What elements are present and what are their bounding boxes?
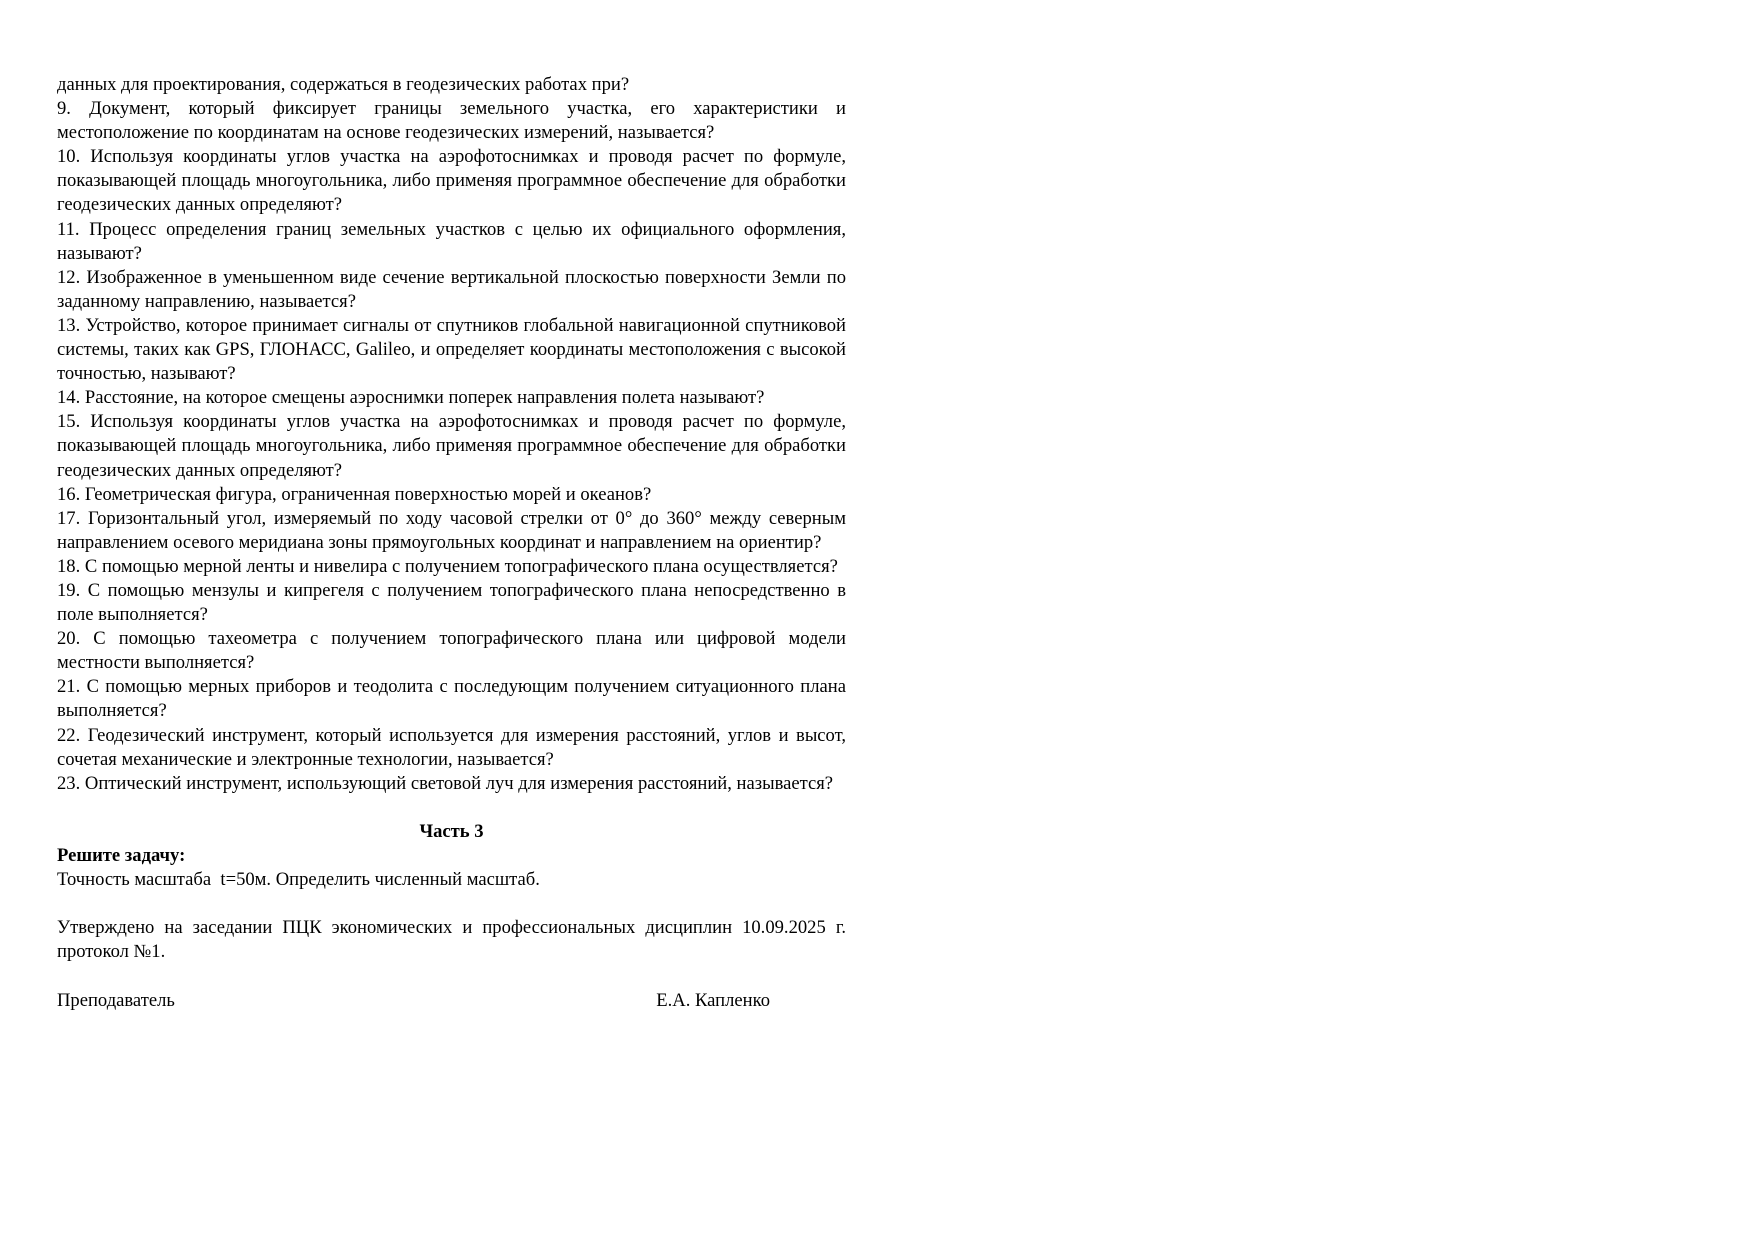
question-item-15: 15. Используя координаты углов участка на аэрофотоснимках и проводя расчет по формуле, показывающей площадь многоугольника, либо применяя программное обеспечение для обработки геодезических данных определяют? (57, 411, 846, 481)
question-item-22: 22. Геодезический инструмент, который используется для измерения расстояний, углов и высот, сочетая механические и электронные технологии, называется? (57, 724, 846, 770)
task-text: Точность масштаба t=50м. Определить численный масштаб. (57, 869, 540, 891)
question-item-16: 16. Геометрическая фигура, ограниченная поверхностью морей и океанов? (57, 483, 652, 505)
question-item-12: 12. Изображенное в уменьшенном виде сечение вертикальной плоскостью поверхности Земли по заданному направлению, называется? (57, 266, 846, 312)
task-label: Решите задачу: (57, 845, 186, 866)
blank-line (57, 796, 846, 820)
question-item-11: 11. Процесс определения границ земельных участков с целью их официального оформления, называют? (57, 218, 846, 264)
question-item-21: 21. С помощью мерных приборов и теодолита с последующим получением ситуационного плана выполняется? (57, 676, 846, 722)
question-item-17: 17. Горизонтальный угол, измеряемый по ходу часовой стрелки от 0° до 360° между северным направлением осевого меридиана зоны прямоугольных координат и направлением на ориентир? (57, 507, 846, 553)
blank-line (57, 892, 846, 916)
blank-line (57, 964, 846, 988)
question-item-14: 14. Расстояние, на которое смещены аэроснимки поперек направления полета называют? (57, 387, 765, 409)
question-item-10: 10. Используя координаты углов участка на аэрофотоснимках и проводя расчет по формуле, показывающей площадь многоугольника, либо применяя программное обеспечение для обработки геодезических данных определяют? (57, 146, 846, 216)
part3-heading: Часть 3 (419, 820, 484, 842)
signature-row (57, 989, 846, 1013)
question-item-9: 9. Документ, который фиксирует границы земельного участка, его характеристики и местоположение по координатам на основе геодезических измерений, называется? (57, 98, 846, 144)
question-item-19: 19. С помощью мензулы и кипрегеля с получением топографического плана непосредственно в поле выполняется? (57, 579, 846, 626)
signature-name: Е.А. Капленко (656, 989, 770, 1011)
question-item-23: 23. Оптический инструмент, использующий световой луч для измерения расстояний, называется? (57, 772, 834, 794)
question-continuation: данных для проектирования, содержаться в геодезических работах при? (57, 74, 630, 95)
question-item-20: 20. С помощью тахеометра с получением топографического плана или цифровой модели местности выполняется? (57, 628, 846, 674)
document-page (57, 73, 846, 1013)
signature-role: Преподаватель (57, 989, 175, 1011)
approval-text: Утверждено на заседании ПЦК экономических и профессиональных дисциплин 10.09.2025 г. протокол №1. (57, 917, 846, 963)
question-item-18: 18. С помощью мерной ленты и нивелира с получением топографического плана осуществляется? (57, 555, 838, 577)
question-item-13: 13. Устройство, которое принимает сигналы от спутников глобальной навигационной спутниковой системы, таких как GPS, ГЛОНАСС, Galileo, и определяет координаты местоположения с высокой точностью, называют? (57, 314, 846, 385)
